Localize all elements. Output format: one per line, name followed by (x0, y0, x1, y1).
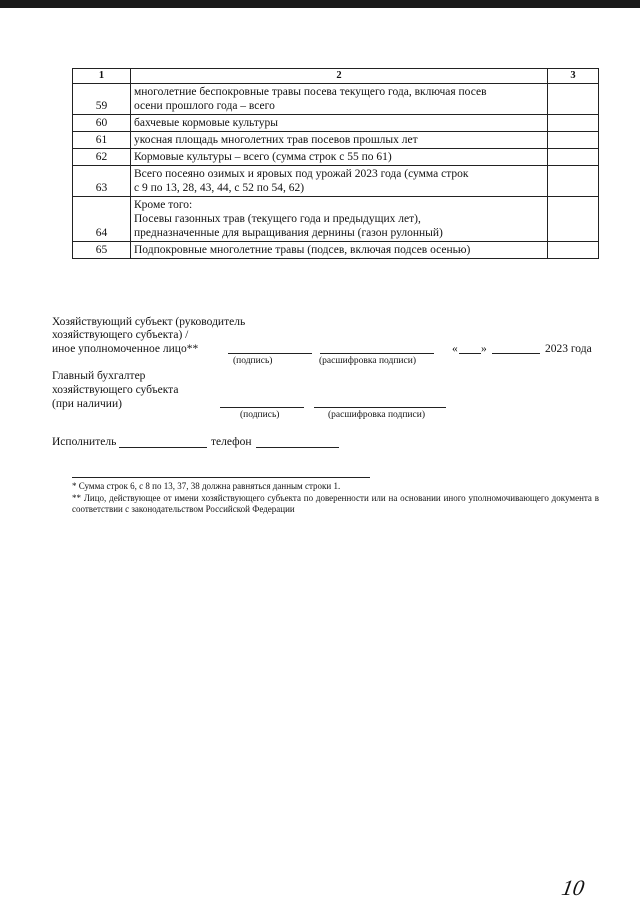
date-close-quote: » (481, 343, 487, 355)
footnote-divider (72, 477, 370, 478)
date-open-quote: « (452, 343, 458, 355)
row-description-line: осени прошлого года – всего (134, 100, 275, 112)
accountant-signature-line[interactable] (220, 407, 304, 408)
accountant-signature-caption: (подпись) (240, 410, 280, 420)
signature-line[interactable] (228, 353, 312, 354)
table-row (73, 84, 599, 115)
column-header-3: 3 (548, 69, 599, 84)
table-row (73, 166, 599, 197)
date-year-text: 2023 года (545, 343, 592, 355)
row-value-cell[interactable] (548, 149, 599, 166)
signature-decode-line[interactable] (320, 353, 434, 354)
row-description (131, 149, 548, 166)
row-value-cell[interactable] (548, 242, 599, 259)
row-description-line: Всего посеяно озимых и яровых под урожай 2023 года (сумма строк (134, 168, 469, 180)
row-number: 63 (73, 166, 131, 197)
row-description (131, 115, 548, 132)
signature-decode-caption: (расшифровка подписи) (319, 356, 416, 366)
row-number: 65 (73, 242, 131, 259)
row-number: 60 (73, 115, 131, 132)
row-description-line: предназначенные для выращивания дернины (газон рулонный) (134, 227, 443, 239)
footnote-1: * Сумма строк 6, с 8 по 13, 37, 38 должна равняться данным строки 1. (72, 481, 341, 491)
row-number: 59 (73, 84, 131, 115)
footnote-2: ** Лицо, действующее от имени хозяйствующего субъекта по доверенности или на основании иного уполномочивающего документа в соответствии с законодательством Российской Федерации (72, 493, 599, 514)
row-description (131, 84, 548, 115)
row-number: 61 (73, 132, 131, 149)
row-description (131, 242, 548, 259)
row-description-line: Кроме того: (134, 199, 193, 211)
row-value-cell[interactable] (548, 84, 599, 115)
phone-label: телефон (211, 436, 252, 448)
accountant-decode-caption: (расшифровка подписи) (328, 410, 425, 420)
date-day-field[interactable] (459, 353, 481, 354)
table-row (73, 149, 599, 166)
subject-label-2: хозяйствующего субъекта) / (52, 329, 189, 341)
accountant-decode-line[interactable] (314, 407, 446, 408)
row-description-line: с 9 по 13, 28, 43, 44, с 52 по 54, 62) (134, 182, 305, 194)
column-header-1: 1 (73, 69, 131, 84)
executor-field[interactable] (119, 447, 207, 448)
table-header-row (73, 69, 599, 84)
row-number: 64 (73, 197, 131, 242)
row-description-line: Посевы газонных трав (текущего года и предыдущих лет), (134, 213, 421, 225)
signature-caption: (подпись) (233, 356, 273, 366)
row-value-cell[interactable] (548, 115, 599, 132)
crop-area-table (72, 68, 599, 259)
page-number: 10 (559, 875, 587, 900)
subject-label-3: иное уполномоченное лицо** (52, 343, 199, 355)
row-description (131, 166, 548, 197)
table-row (73, 115, 599, 132)
row-description-line: укосная площадь многолетних трав посевов прошлых лет (134, 134, 418, 146)
row-description-line: многолетние беспокровные травы посева текущего года, включая посев (134, 86, 487, 98)
accountant-label-3: (при наличии) (52, 398, 122, 410)
accountant-label-2: хозяйствующего субъекта (52, 384, 179, 396)
executor-label: Исполнитель (52, 436, 117, 448)
date-month-field[interactable] (492, 353, 540, 354)
accountant-label-1: Главный бухгалтер (52, 370, 146, 382)
table-row (73, 132, 599, 149)
scan-top-edge (0, 0, 640, 8)
subject-label-1: Хозяйствующий субъект (руководитель (52, 316, 246, 328)
column-header-2: 2 (131, 69, 548, 84)
phone-field[interactable] (256, 447, 339, 448)
row-value-cell[interactable] (548, 132, 599, 149)
row-value-cell[interactable] (548, 166, 599, 197)
table-row (73, 197, 599, 242)
row-value-cell[interactable] (548, 197, 599, 242)
row-description (131, 132, 548, 149)
row-description-line: Подпокровные многолетние травы (подсев, включая подсев осенью) (134, 244, 471, 256)
row-description (131, 197, 548, 242)
table-row (73, 242, 599, 259)
row-number: 62 (73, 149, 131, 166)
row-description-line: Кормовые культуры – всего (сумма строк с 55 по 61) (134, 151, 392, 163)
row-description-line: бахчевые кормовые культуры (134, 117, 278, 129)
